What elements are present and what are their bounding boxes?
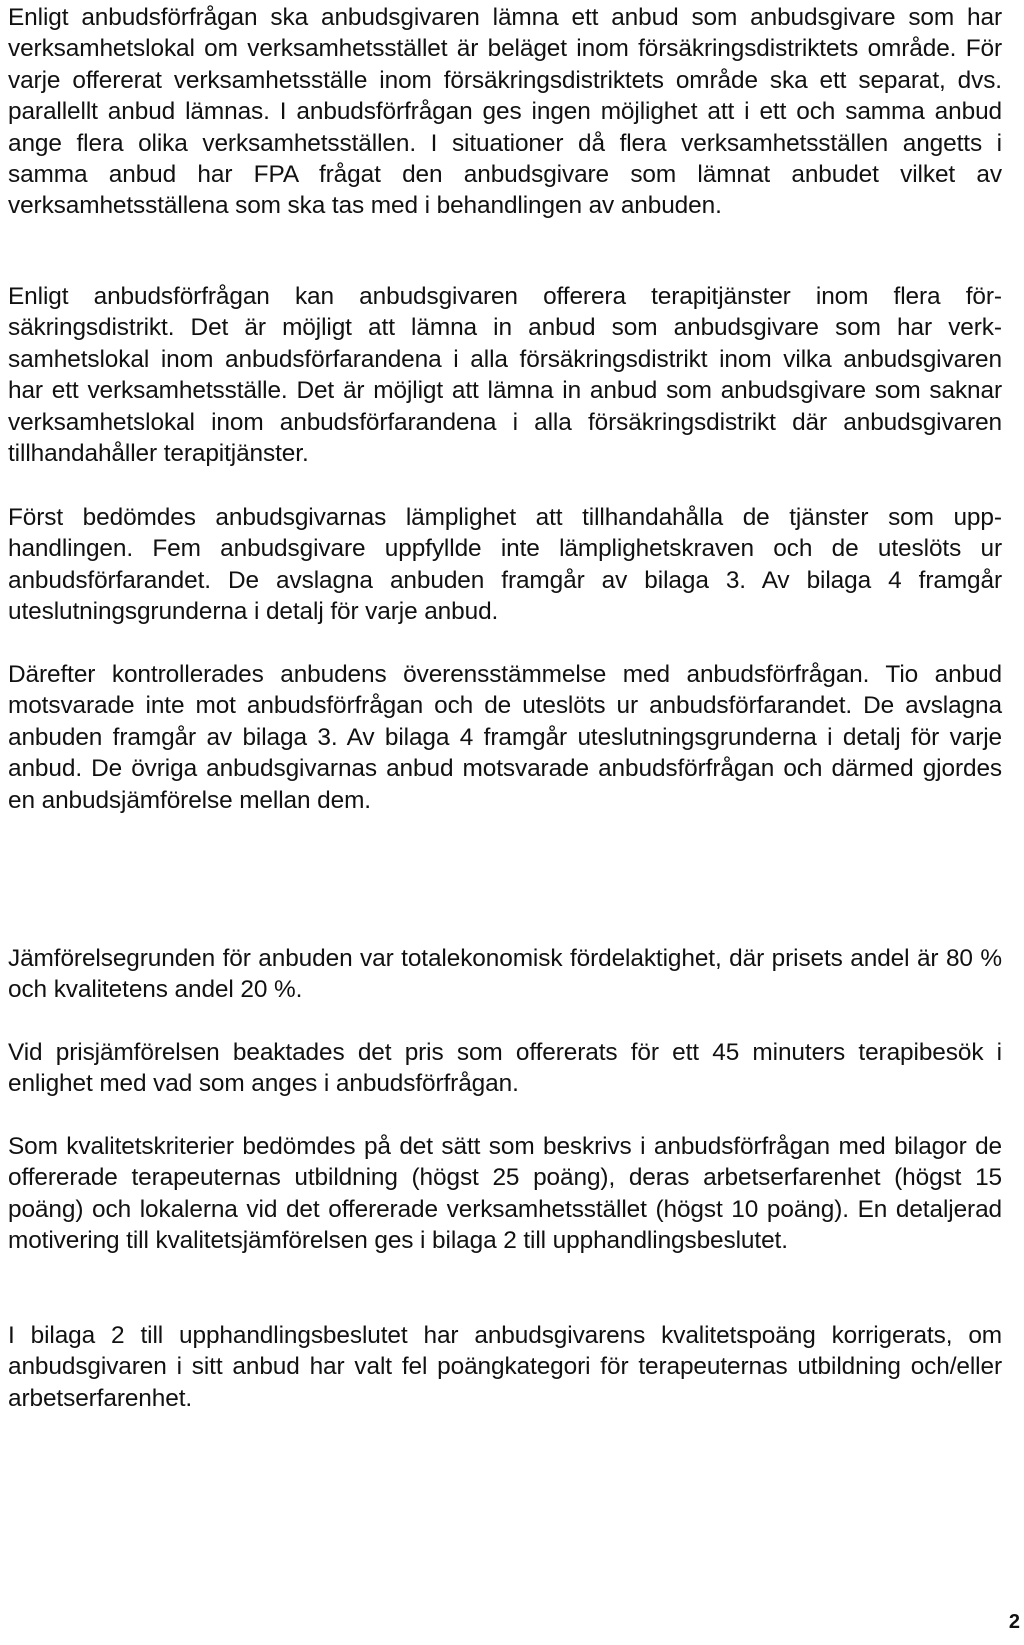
paragraph-comparison-basis: Jämförelsegrunden för anbuden var totalekonomisk fördelaktighet, där prisets andel är 80 % och kvalitetens andel 20 %. (8, 945, 1002, 1004)
paragraph-conformity-check: Därefter kontrollerades anbudens överensstämmelse med anbudsförfrågan. Tio anbud motsvarade inte mot anbudsförfrågan och de uteslöts ur anbudsförfarandet. De avslagna anbuden framgår av bilaga 3. Av bilaga 4 framgår uteslutningsgrunderna i detalj för varje anbud. De övriga anbudsgivarnas anbud motsvarade anbudsförfrågan och därmed gjordes en anbudsjämförelse mellan dem. (8, 661, 1002, 814)
paragraph-quality-corrections: I bilaga 2 till upphandlingsbeslutet har anbudsgivarens kvalitetspoäng korrigerats, om anbudsgivaren i sitt anbud har valt fel poängkategori för terapeuternas utbildning och/eller arbetserfarenhet. (8, 1322, 1002, 1412)
paragraph-suitability-assessment: Först bedömdes anbudsgivarnas lämplighet att tillhandahålla de tjänster som upphandlingen. Fem anbudsgivare uppfyllde inte lämplighetskraven och de uteslöts ur anbudsförfarandet. De avslagna anbuden framgår av bilaga 3. Av bilaga 4 framgår uteslutningsgrunderna i detalj för varje anbud. (8, 504, 1002, 626)
paragraph-quality-criteria: Som kvalitetskriterier bedömdes på det sätt som beskrivs i anbudsförfrågan med bilagor de offererade terapeuternas utbildning (högst 25 poäng), deras arbetserfarenhet (högst 15 poäng) och lokalerna vid det offererade verksamhetsstället (högst 10 poäng). En detaljerad motivering till kvalitetsjämförelsen ges i bilaga 2 till upphandlingsbeslutet. (8, 1133, 1002, 1255)
paragraph-price-comparison: Vid prisjämförelsen beaktades det pris som offererats för ett 45 minuters terapibesök i enlighet med vad som anges i anbudsförfrågan. (8, 1039, 1002, 1098)
paragraph-multiple-districts: Enligt anbudsförfrågan kan anbudsgivaren offerera terapitjänster inom flera försäkringsdistrikt. Det är möjligt att lämna in anbud som anbudsgivare som har verksamhetslokal inom anbudsförfarandena i alla försäkringsdistrikt inom vilka anbudsgivaren har ett verksamhetsställe. Det är möjligt att lämna in anbud som anbudsgivare som saknar verksamhetslokal inom anbudsförfarandena i alla försäkringsdistrikt där anbudsgivaren tillhandahåller terapitjänster. (8, 283, 1002, 468)
page-number: 2 (1008, 1611, 1020, 1633)
paragraph-tender-per-location: Enligt anbudsförfrågan ska anbudsgivaren lämna ett anbud som anbudsgivare som har verksamhetslokal om verksamhetsstället är beläget inom försäkringsdistriktets område. För varje offererat verksamhetsställe inom försäkringsdistriktets område ska ett separat, dvs. parallellt anbud lämnas. I anbudsförfrågan ges ingen möjlighet att i ett och samma anbud ange flera olika verksamhetsställen. I situationer då flera verksamhetsställen angetts i samma anbud har FPA frågat den anbudsgivare som lämnat anbudet vilket av verksamhetsställena som ska tas med i behandlingen av anbuden. (8, 4, 1002, 220)
